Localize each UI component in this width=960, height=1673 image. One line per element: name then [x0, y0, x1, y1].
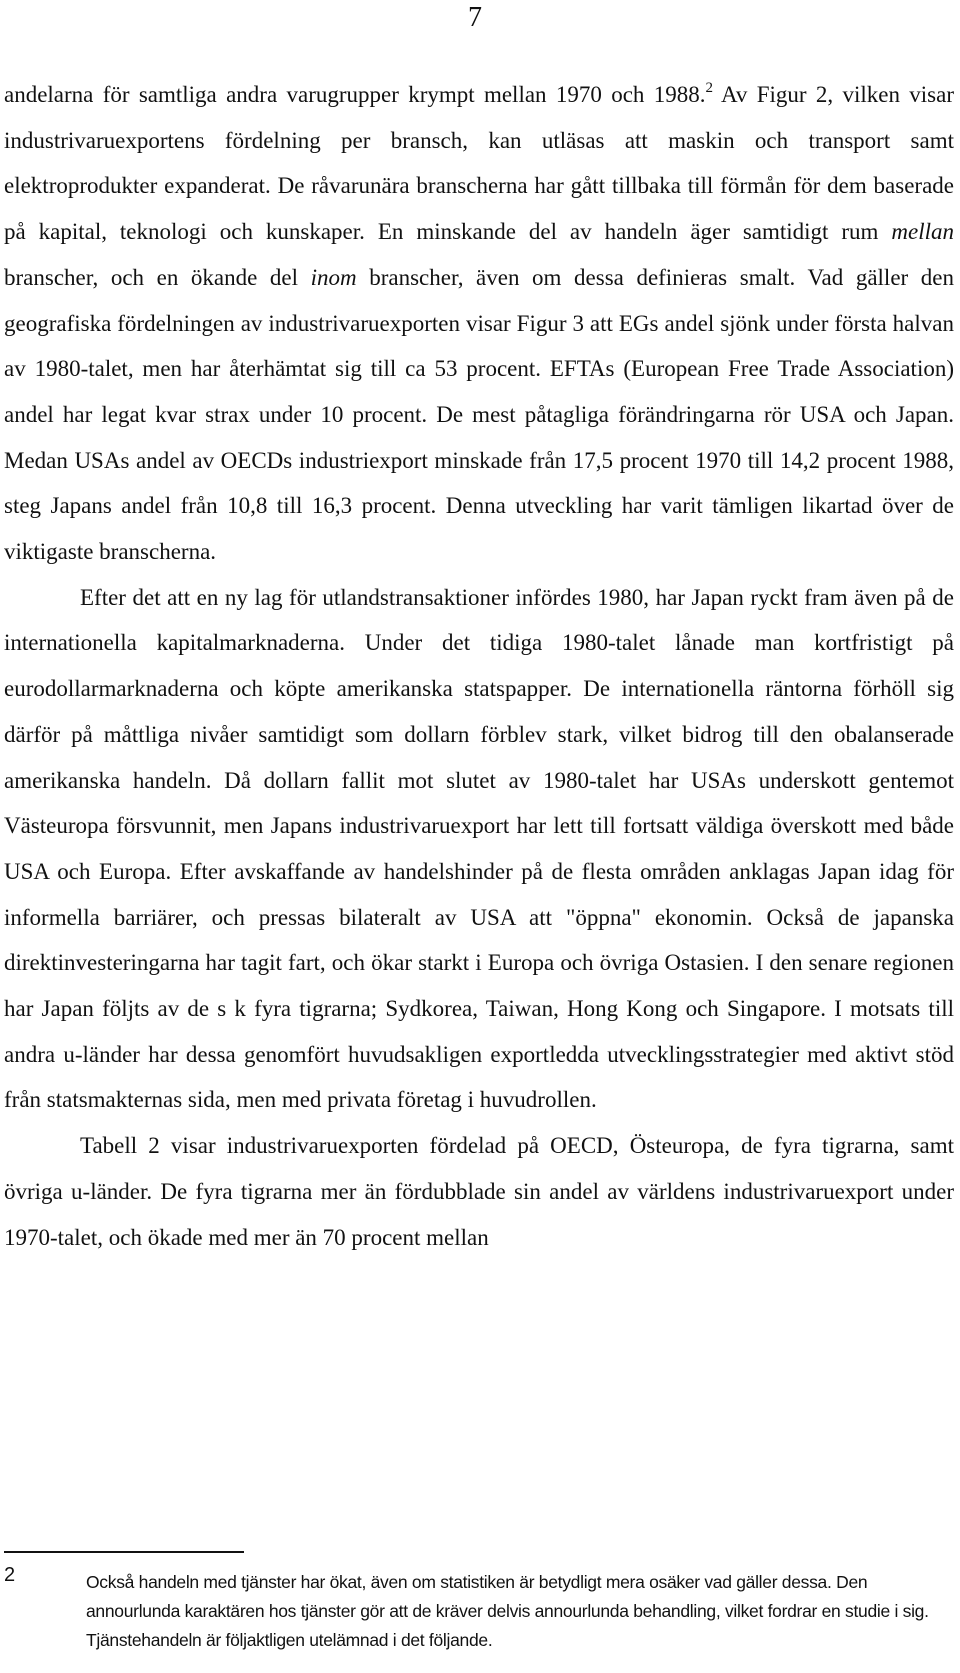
- text-run: Av Figur 2, vilken visar industrivaruexportens fördelning per bransch, kan utläsas att maskin och transport samt elektroprodukter expanderat. De råvarunära branscherna har gått tillbaka till förmån för dem baserade på kapital, teknologi och kunskaper. En minskande del av handeln äger samtidigt rum: [4, 82, 954, 245]
- paragraph-3: [4, 1123, 954, 1260]
- text-run: branscher, även om dessa definieras smalt. Vad gäller den geografiska fördelningen av industrivaruexporten visar Figur 3 att EGs andel sjönk under första halvan av 1980-talet, men har återhämtat sig till ca 53 procent. EFTAs (European Free Trade Association) andel har legat kvar strax under 10 procent. De mest påtagliga förändringarna rör USA och Japan. Medan USAs andel av OECDs industriexport minskade från 17,5 procent 1970 till 14,2 procent 1988, steg Japans andel från 10,8 till 16,3 procent. Denna utveckling har varit tämligen likartad över de viktigaste branscherna.: [4, 264, 954, 565]
- body-text: [4, 72, 954, 1260]
- footnote-text: Också handeln med tjänster har ökat, även om statistiken är betydligt mera osäker vad gäller dessa. Den annourlunda karaktären hos tjänster gör att de kräver delvis annourlunda behandling, vilket fordrar en studie i sig. Tjänstehandeln är följaktligen utelämnad i det följande.: [86, 1572, 929, 1650]
- paragraph-2: [4, 575, 954, 1123]
- text-run: andelarna för samtliga andra varugrupper krympt mellan 1970 och 1988.: [4, 82, 706, 107]
- footnote-marker: 2: [4, 1564, 16, 1586]
- emphasis-text: mellan: [891, 219, 954, 245]
- paragraph-1: [4, 72, 954, 575]
- text-run: branscher, och en ökande del: [4, 264, 311, 290]
- footnote-divider: [4, 1551, 244, 1553]
- footnote-reference: 2: [705, 80, 713, 96]
- text-run: Efter det att en ny lag för utlandstransaktioner infördes 1980, har Japan ryckt fram även på de internationella kapitalmarknaderna. Under det tidiga 1980-talet lånade man kortfristigt på eurodollarmarknaderna och köpte amerikanska statspapper. De internationella räntorna förhöll sig därför på måttliga nivåer samtidigt som dollarn förblev stark, vilket bidrog till den obalanserade amerikanska handeln. Då dollarn fallit mot slutet av 1980-talet har USAs underskott gentemot Västeuropa försvunnit, men Japans industrivaruexport har lett till fortsatt väldiga överskott med både USA och Europa. Efter avskaffande av handelshinder på de flesta områden anklagas Japan idag för informella barriärer, och pressas bilateralt av USA att "öppna" ekonomin. Också de japanska direktinvesteringarna har tagit fart, och ökar starkt i Europa och övriga Ostasien. I den senare regionen har Japan följts av de s k fyra tigrarna; Sydkorea, Taiwan, Hong Kong och Singapore. I motsats till andra u-länder har dessa genomfört huvudsakligen exportledda utvecklingsstrategier med aktivt stöd från statsmakternas sida, men med privata företag i huvudrollen.: [4, 584, 954, 1113]
- emphasis-text: inom: [310, 264, 357, 290]
- page-number: 7: [468, 2, 482, 33]
- text-run: Tabell 2 visar industrivaruexporten fördelad på OECD, Östeuropa, de fyra tigrarna, samt övriga u-länder. De fyra tigrarna mer än fördubblade sin andel av världens industrivaruexport under 1970-talet, och ökade med mer än 70 procent mellan: [4, 1133, 954, 1250]
